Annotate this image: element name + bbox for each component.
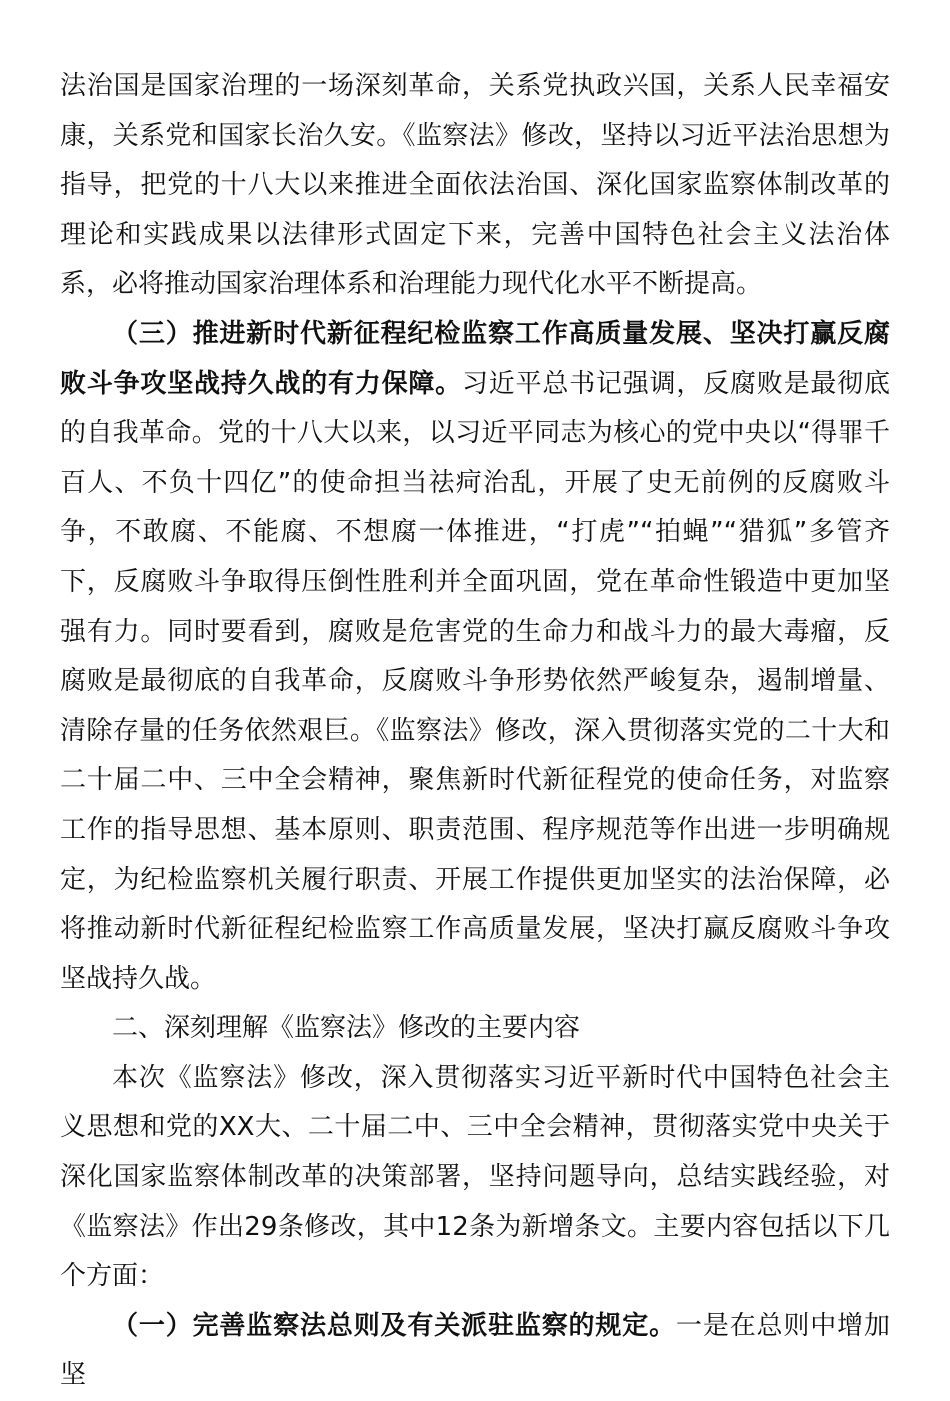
- document-page: [60, 62, 890, 1401]
- item-one-body: 一是在总则中增加坚: [60, 1310, 890, 1391]
- section-three-body: 习近平总书记强调，反腐败是最彻底的自我革命。党的十八大以来，以习近平同志为核心的党中央以“得罪千百人、不负十四亿”的使命担当祛疴治乱，开展了史无前例的反腐败斗争，不敢腐、不能腐、不想腐一体推进，“打虎”“拍蝇”“猎狐”多管齐下，反腐败斗争取得压倒性胜利并全面巩固，党在革命性锻造中更加坚强有力。同时要看到，腐败是危害党的生命力和战斗力的最大毒瘤，反腐败是最彻底的自我革命，反腐败斗争形势依然严峻复杂，遏制增量、清除存量的任务依然艰巨。《监察法》修改，深入贯彻落实党的二十大和二十届二中、三中全会精神，聚焦新时代新征程党的使命任务，对监察工作的指导思想、基本原则、职责范围、程序规范等作出进一步明确规定，为纪检监察机关履行职责、开展工作提供更加坚实的法治保障，必将推动新时代新征程纪检监察工作高质量发展，坚决打赢反腐败斗争攻坚战持久战。: [60, 368, 890, 994]
- paragraph-revision-overview: 本次《监察法》修改，深入贯彻落实习近平新时代中国特色社会主义思想和党的XX大、二十届二中、三中全会精神，贯彻落实党中央关于深化国家监察体制改革的决策部署，坚持问题导向，总结实践经验，对《监察法》作出29条修改，其中12条为新增条文。主要内容包括以下几个方面：: [60, 1062, 890, 1292]
- section-three-heading: （三）推进新时代新征程纪检监察工作高质量发展、坚决打赢反腐败斗争攻坚战持久战的有力保障。: [60, 318, 890, 399]
- paragraph-rule-of-law: 法治国是国家治理的一场深刻革命，关系党执政兴国，关系人民幸福安康，关系党和国家长治久安。《监察法》修改，坚持以习近平法治思想为指导，把党的十八大以来推进全面依法治国、深化国家监察体制改革的理论和实践成果以法律形式固定下来，完善中国特色社会主义法治体系，必将推动国家治理体系和治理能力现代化水平不断提高。: [60, 71, 890, 300]
- paragraph-item-one: [60, 1302, 890, 1401]
- section-two-heading: 二、深刻理解《监察法》修改的主要内容: [112, 1013, 581, 1044]
- paragraph-section-three: [60, 310, 890, 1004]
- item-one-heading: （一）完善监察法总则及有关派驻监察的规定。: [112, 1310, 676, 1341]
